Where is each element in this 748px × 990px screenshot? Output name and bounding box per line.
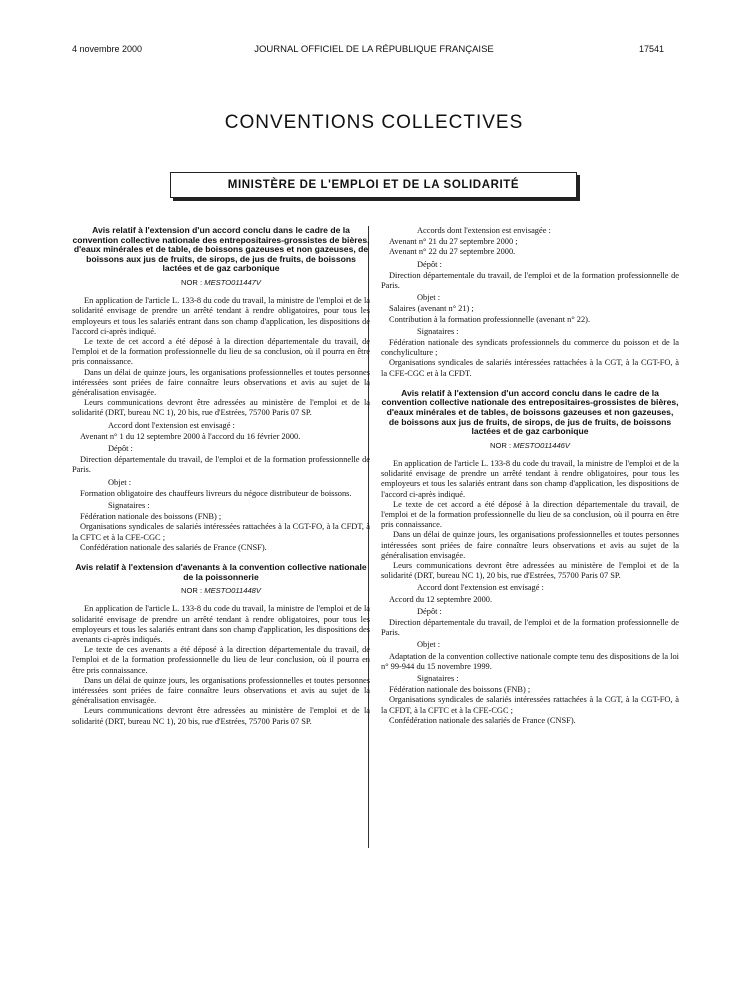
nor-label: NOR : (181, 586, 203, 596)
signataire-item: Organisations syndicales de salariés intéressées rattachées à la CGT, à la CGT-FO, à la CFE-CGC et à la CFDT. (381, 358, 679, 378)
depot-label: Dépôt : (417, 259, 442, 269)
notice-extension-accord-boissons-2 (381, 389, 679, 726)
paragraph: Leurs communications devront être adressées au ministère de l'emploi et de la solidarité (DRT, bureau NC 1), 20 bis, rue d'Estrées, 75700 Paris 07 SP. (72, 706, 370, 726)
paragraph: Leurs communications devront être adressées au ministère de l'emploi et de la solidarité (DRT, bureau NC 1), 20 bis, rue d'Estrées, 75700 Paris 07 SP. (72, 398, 370, 418)
objet-label: Objet : (417, 640, 441, 650)
objet-item: Formation obligatoire des chauffeurs livreurs du négoce distributeur de boissons. (80, 488, 352, 498)
nor-reference (381, 441, 679, 451)
nor-code: MESTO011446V (513, 440, 570, 450)
nor-code: MESTO011447V (204, 277, 261, 287)
signataire-item: Organisations syndicales de salariés intéressées rattachées à la CGT, à la CGT-FO, à la CFDT, à la CFTC et à la CFE-CGC ; (381, 695, 679, 715)
signataire-item: Confédération nationale des salariés de France (CNSF). (80, 542, 267, 552)
paragraph: Dans un délai de quinze jours, les organisations professionnelles et toutes personnes intéressées sont priées de faire connaître leurs observations et avis au sujet de la généralisation envisagée. (72, 367, 370, 397)
ministry-heading: MINISTÈRE DE L'EMPLOI ET DE LA SOLIDARITÉ (227, 179, 520, 191)
signataire-item: Confédération nationale des salariés de France (CNSF). (389, 715, 576, 725)
header-date: 4 novembre 2000 (72, 44, 143, 54)
paragraph: Le texte de ces avenants a été déposé à la direction départementale du travail, de l'emploi et de la formation professionnelle du lieu de leur conclusion, où il pourra en être pris connaissance. (72, 645, 370, 675)
notice-title: Avis relatif à l'extension d'un accord conclu dans le cadre de la convention collective nationale des entrepositaires-grossistes de bières, d'eaux minérales et de tables, de boissons gazeuses et non gazeuses, de boissons aux jus de fruits, de sirops, de jus de fruits, de boissons lactées et de gaz carbonique (381, 387, 679, 437)
signataires-label: Signataires : (417, 674, 459, 684)
accord-item: Accord du 12 septembre 2000. (389, 594, 493, 604)
depot-label: Dépôt : (417, 606, 442, 616)
signataire-item: Fédération nationale des boissons (FNB) ; (80, 512, 222, 522)
notice-title: Avis relatif à l'extension d'un accord conclu dans le cadre de la convention collective nationale des entrepositaires-grossistes de bières, d'eaux minérales et de table, de boissons gazeuses et non gazeuses, de boissons aux jus de fruits, de sirops, de jus de fruits, de boissons lactées et de gaz carbonique (72, 225, 370, 274)
section-title: CONVENTIONS COLLECTIVES (224, 112, 524, 133)
objet-item: Salaires (avenant n° 21) ; (389, 304, 474, 314)
nor-code: MESTO011448V (204, 586, 261, 596)
notice-title: Avis relatif à l'extension d'avenants à la convention collective nationale de la poissonnerie (75, 562, 367, 582)
nor-label: NOR : (490, 440, 512, 450)
signataire-item: Organisations syndicales de salariés intéressées rattachées à la CGT-FO, à la CFDT, à la CFTC et à la CFE-CGC ; (72, 522, 370, 542)
objet-item: Contribution à la formation professionnelle (avenant n° 22). (389, 314, 591, 324)
objet-label: Objet : (108, 477, 132, 487)
notice-poissonnerie-continued (381, 226, 679, 379)
accord-label: Accord dont l'extension est envisagé : (417, 583, 544, 593)
signataires-label: Signataires : (417, 326, 459, 336)
header-page-number: 17541 (638, 44, 664, 54)
paragraph: En application de l'article L. 133-8 du code du travail, la ministre de l'emploi et de la solidarité envisage de prendre un arrêté tendant à rendre obligatoires, pour tous les employeurs et tous les salariés entrant dans son champ d'application, les dispositions de l'accord ci-après indiqué. (381, 459, 679, 499)
accord-item: Avenant n° 21 du 27 septembre 2000 ; (389, 237, 518, 247)
nor-label: NOR : (181, 277, 203, 287)
paragraph: Dans un délai de quinze jours, les organisations professionnelles et toutes personnes intéressées sont priées de faire connaître leurs observations et avis au sujet de la généralisation envisagée. (72, 675, 370, 706)
depot-item: Direction départementale du travail, de l'emploi et de la formation professionnelle de Paris. (381, 618, 679, 638)
accord-item: Avenant n° 22 du 27 septembre 2000. (389, 247, 516, 257)
nor-reference (72, 586, 370, 596)
paragraph: Leurs communications devront être adressées au ministère de l'emploi et de la solidarité (DRT, bureau NC 1), 20 bis, rue d'Estrées, 75700 Paris 07 SP. (381, 561, 679, 581)
paragraph: En application de l'article L. 133-8 du code du travail, la ministre de l'emploi et de la solidarité envisage de prendre un arrêté tendant à rendre obligatoires, pour tous les employeurs et tous les salariés entrant dans son champ d'application, les dispositions de l'accord ci-après indiqué. (72, 296, 370, 336)
paragraph: Le texte de cet accord a été déposé à la direction départementale du travail, de l'emploi et de la formation professionnelle du lieu de sa conclusion, où il pourra en être pris connaissance. (381, 499, 679, 530)
header-journal-title: JOURNAL OFFICIEL DE LA RÉPUBLIQUE FRANÇAISE (254, 44, 494, 55)
accord-label: Accord dont l'extension est envisagé : (108, 420, 235, 430)
depot-item: Direction départementale du travail, de l'emploi et de la formation professionnelle de Paris. (381, 270, 679, 291)
left-column (72, 226, 370, 727)
paragraph: Dans un délai de quinze jours, les organisations professionnelles et toutes personnes intéressées sont priées de faire connaître leurs observations et avis au sujet de la généralisation envisagée. (381, 530, 679, 560)
depot-item: Direction départementale du travail, de l'emploi et de la formation professionnelle de Paris. (72, 455, 370, 475)
right-column (381, 226, 679, 726)
nor-reference (72, 278, 370, 288)
signataires-label: Signataires : (108, 501, 150, 511)
signataire-item: Fédération nationale des boissons (FNB) ; (389, 685, 531, 695)
depot-label: Dépôt : (108, 444, 133, 454)
objet-label: Objet : (417, 293, 441, 303)
paragraph: Le texte de cet accord a été déposé à la direction départementale du travail, de l'emploi et de la formation professionnelle du lieu de sa conclusion, où il pourra en être pris connaissance. (72, 336, 370, 367)
notice-extension-avenants-poissonnerie (72, 563, 370, 727)
objet-item: Adaptation de la convention collective nationale compte tenu des dispositions de la loi n° 99-944 du 15 novembre 1999. (381, 651, 679, 671)
notice-extension-accord-boissons (72, 226, 370, 553)
ministry-heading-box (170, 172, 577, 198)
signataire-item: Fédération nationale des syndicats professionnels du commerce du poisson et de la conchyliculture ; (381, 338, 679, 358)
accord-item: Avenant n° 1 du 12 septembre 2000 à l'accord du 16 février 2000. (80, 431, 301, 441)
paragraph: En application de l'article L. 133-8 du code du travail, la ministre de l'emploi et de la solidarité envisage de prendre un arrêté tendant à rendre obligatoires, pour tous les employeurs et tous les salariés entrant dans son champ d'application, les dispositions des avenants ci-après indiqués. (72, 604, 370, 645)
accords-label: Accords dont l'extension est envisagée : (417, 226, 551, 235)
